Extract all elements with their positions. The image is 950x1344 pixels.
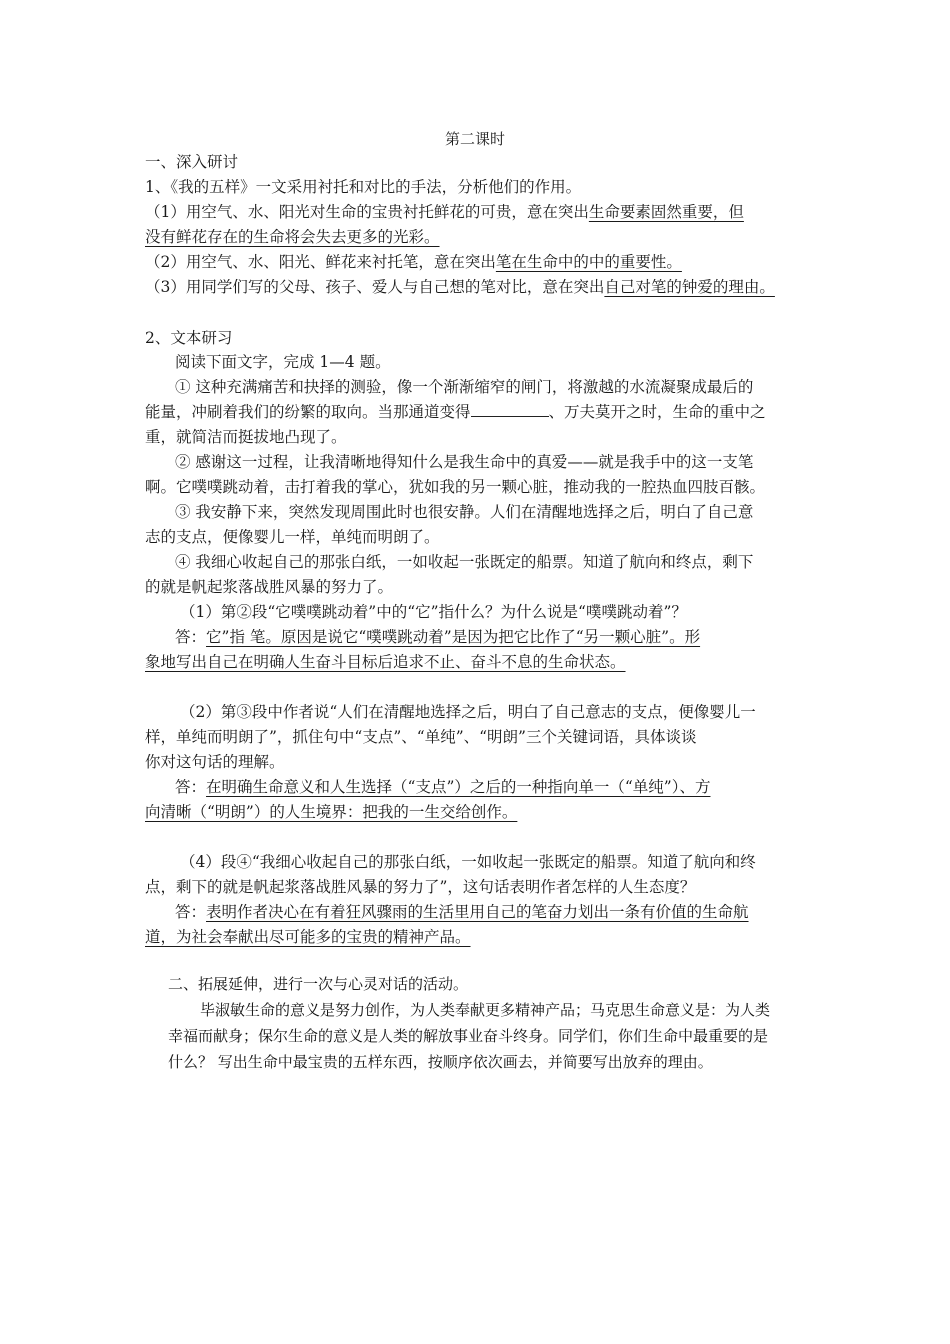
answer-2-4-line-2 [145, 927, 471, 947]
answer-2-2-line-2 [145, 802, 517, 822]
paragraph-1-text-a: 能量，冲刷着我们的纷繁的取向。当那通道变得 [145, 403, 471, 421]
answer-2 [145, 252, 682, 272]
answer-2-4-underlined-2: 道，为社会奉献出尽可能多的宝贵的精神产品。 [145, 928, 471, 946]
answer-1-line-2 [145, 227, 440, 247]
question-1: 1、《我的五样》一文采用衬托和对比的手法，分析他们的作用。 [145, 178, 582, 196]
answer-2-1-line-2 [145, 652, 626, 672]
answer-2-1-underlined-1: 它”指 笔。原因是说它“噗噗跳动着”是因为把它比作了“另一颗心脏”。形 [206, 628, 701, 646]
answer-1-underlined-2: 没有鲜花存在的生命将会失去更多的光彩。 [145, 228, 440, 246]
reading-instruction: 阅读下面文字，完成 1—4 题。 [175, 353, 391, 371]
paragraph-4-line-2: 的就是帆起浆落战胜风暴的努力了。 [145, 578, 394, 596]
page-title: 第二课时 [444, 130, 505, 148]
answer-2-2-line-1 [175, 777, 710, 797]
question-2-4-line-2: 点，剩下的就是帆起浆落战胜风暴的努力了”，这句话表明作者怎样的人生态度？ [145, 878, 696, 896]
paragraph-1-line-3: 重，就简洁而挺拔地凸现了。 [145, 428, 347, 446]
section-heading-2: 2、文本研习 [145, 329, 233, 347]
answer-2-2-underlined-2: 向清晰（“明朗”）的人生境界：把我的一生交给创作。 [145, 803, 518, 821]
paragraph-2-line-2: 啊。它噗噗跳动着，击打着我的掌心，犹如我的另一颗心脏，推动我的一腔热血四肢百骸。 [145, 478, 766, 496]
question-2-2-line-2: 样，单纯而明朗了”，抓住句中“支点”、“单纯”、“明朗”三个关键词语，具体谈谈 [145, 728, 697, 746]
answer-1-line-1 [145, 202, 744, 222]
paragraph-1-text-b: 、万夫莫开之时，生命的重中之 [548, 403, 766, 421]
answer-label: 答： [175, 778, 207, 796]
answer-2-prefix: （2）用空气、水、阳光、鲜花来衬托笔，意在突出 [145, 253, 496, 271]
answer-1-underlined-1: 生命要素固然重要，但 [588, 203, 744, 221]
answer-3-underlined: 自己对笔的钟爱的理由。 [604, 278, 775, 296]
answer-2-1-line-1 [175, 627, 700, 647]
extension-line-2: 幸福而献身；保尔生命的意义是人类的解放事业奋斗终身。同学们，你们生命中最重要的是 [168, 1027, 769, 1045]
paragraph-3-line-1: ③ 我安静下来，突然发现周围此时也很安静。人们在清醒地选择之后，明白了自己意 [175, 503, 754, 521]
answer-3-prefix: （3）用同学们写的父母、孩子、爱人与自己想的笔对比，意在突出 [145, 278, 605, 296]
question-2-2-line-1: （2）第③段中作者说“人们在清醒地选择之后，明白了自己意志的支点，便像婴儿一 [180, 703, 756, 721]
answer-2-2-underlined-1: 在明确生命意义和人生选择（“支点”）之后的一种指向单一（“单纯”）、方 [206, 778, 711, 796]
answer-label: 答： [175, 903, 207, 921]
question-2-2-line-3: 你对这句话的理解。 [145, 753, 285, 771]
extension-line-1: 毕淑敏生命的意义是努力创作，为人类奉献更多精神产品；马克思生命意义是：为人类 [200, 1001, 771, 1019]
answer-2-1-underlined-2: 象地写出自己在明确人生奋斗目标后追求不止、奋斗不息的生命状态。 [145, 653, 626, 671]
extension-line-3: 什么？ 写出生命中最宝贵的五样东西，按顺序依次画去，并简要写出放弃的理由。 [168, 1053, 713, 1071]
paragraph-1-line-1: ① 这种充满痛苦和抉择的测验，像一个渐渐缩窄的闸门，将激越的水流凝聚成最后的 [175, 378, 754, 396]
answer-label: 答： [175, 628, 207, 646]
paragraph-3-line-2: 志的支点，便像婴儿一样，单纯而明朗了。 [145, 528, 440, 546]
section-heading-1: 一、深入研讨 [145, 153, 239, 171]
paragraph-1-line-2 [145, 402, 766, 422]
fill-in-blank[interactable] [471, 402, 549, 417]
question-2-4-line-1: （4）段④“我细心收起自己的那张白纸，一如收起一张既定的船票。知道了航向和终 [180, 853, 756, 871]
paragraph-2-line-1: ② 感谢这一过程，让我清晰地得知什么是我生命中的真爱——就是我手中的这一支笔 [175, 453, 754, 471]
answer-2-underlined: 笔在生命中的中的重要性。 [495, 253, 682, 271]
answer-1-prefix: （1）用空气、水、阳光对生命的宝贵衬托鲜花的可贵，意在突出 [145, 203, 589, 221]
section-heading-3: 二、拓展延伸，进行一次与心灵对话的活动。 [168, 975, 469, 993]
answer-3 [145, 277, 775, 297]
question-2-1: （1）第②段“它噗噗跳动着”中的“它”指什么？为什么说是“噗噗跳动着”？ [180, 603, 687, 621]
answer-2-4-line-1 [175, 902, 749, 922]
paragraph-4-line-1: ④ 我细心收起自己的那张白纸，一如收起一张既定的船票。知道了航向和终点，剩下 [175, 553, 754, 571]
answer-2-4-underlined-1: 表明作者决心在有着狂风骤雨的生活里用自己的笔奋力划出一条有价值的生命航 [206, 903, 749, 921]
